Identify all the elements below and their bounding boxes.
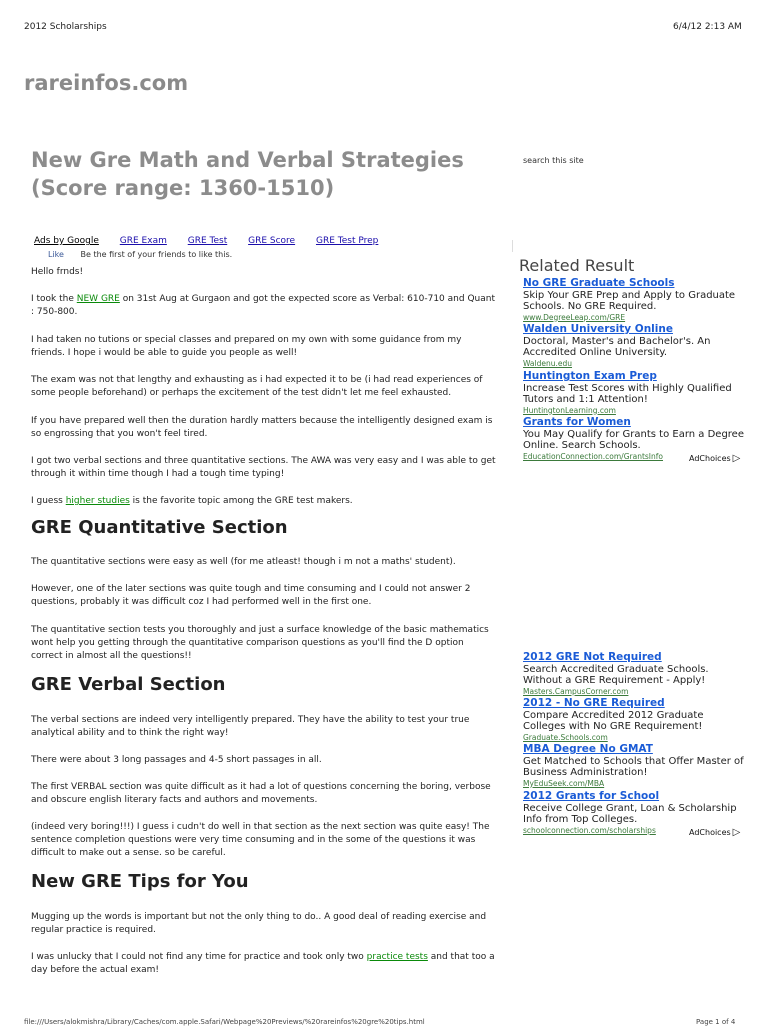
ad-description: Search Accredited Graduate Schools. Without a GRE Requirement - Apply! <box>523 663 709 686</box>
ad-unit[interactable] <box>523 652 748 696</box>
like-text: Be the first of your friends to like this. <box>80 250 233 259</box>
ads-link-bar <box>34 236 396 246</box>
ad-description: Doctoral, Master's and Bachelor's. An Accredited Online University. <box>523 335 711 358</box>
ad-title[interactable]: Huntington Exam Prep <box>523 370 657 382</box>
section-heading-tips: New GRE Tips for You <box>31 871 249 892</box>
ad-url[interactable]: Masters.CampusCorner.com <box>523 686 629 696</box>
paragraph: There were about 3 long passages and 4-5 short passages in all. <box>31 755 322 765</box>
ad-url[interactable]: EducationConnection.com/GrantsInfo <box>523 451 663 461</box>
ad-unit[interactable] <box>523 698 748 742</box>
paragraph: If you have prepared well then the duration hardly matters because the intelligently designed exam is so engrossing that you won't feel tired. <box>31 416 493 439</box>
ad-url[interactable]: Waldenu.edu <box>523 358 573 368</box>
ad-link-gre-test[interactable]: GRE Test <box>187 236 228 246</box>
ad-choices-icon: ▷ <box>732 827 741 838</box>
like-button[interactable]: Like <box>48 250 64 259</box>
ad-title[interactable]: No GRE Graduate Schools <box>523 277 675 289</box>
paragraph: However, one of the later sections was quite tough and time consuming and I could not answer 2 questions, probably it was difficult coz I had performed well in the first one. <box>31 584 471 607</box>
ad-link-gre-exam[interactable]: GRE Exam <box>119 236 167 246</box>
practice-tests-link[interactable]: practice tests <box>366 952 428 962</box>
ad-description: Increase Test Scores with Highly Qualified Tutors and 1:1 Attention! <box>523 382 732 405</box>
ad-url[interactable]: Graduate.Schools.com <box>523 732 608 742</box>
ad-title[interactable]: 2012 Grants for School <box>523 790 660 802</box>
ad-url[interactable]: schoolconnection.com/scholarships <box>523 825 656 835</box>
paragraph: The first VERBAL section was quite difficult as it had a lot of questions concerning the boring, verbose and obscure english literary facts and authors and movements. <box>31 782 491 805</box>
ad-description: Skip Your GRE Prep and Apply to Graduate Schools. No GRE Required. <box>523 289 736 312</box>
ads-by-google-link[interactable]: Ads by Google <box>34 236 99 246</box>
ad-title[interactable]: MBA Degree No GMAT <box>523 743 653 755</box>
column-divider <box>512 240 513 252</box>
page-title: New Gre Math and Verbal Strategies (Score range: 1360-1510) <box>31 148 464 200</box>
ad-unit[interactable] <box>523 324 748 368</box>
paragraph: The exam was not that lengthy and exhausting as i had expected it to be (i had read experiences of some people beforehand) or perhaps the excitement of the test didn't let me feel exhausted. <box>31 375 483 398</box>
ad-title[interactable]: 2012 - No GRE Required <box>523 697 665 709</box>
section-heading-verbal: GRE Verbal Section <box>31 674 226 695</box>
search-label[interactable]: search this site <box>523 156 584 165</box>
print-header-date: 6/4/12 2:13 AM <box>673 22 742 32</box>
print-footer-url: file:///Users/alokmishra/Library/Caches/com.apple.Safari/Webpage%20Previews/%20rareinfos%20gre%20tips.html <box>24 1018 425 1026</box>
higher-studies-link[interactable]: higher studies <box>65 496 130 506</box>
paragraph: I took the NEW GRE on 31st Aug at Gurgaon and got the expected score as Verbal: 610-710 and Quant : 750-800. <box>31 294 495 317</box>
ad-choices-bottom[interactable]: AdChoices ▷ <box>689 827 741 838</box>
ad-title[interactable]: Grants for Women <box>523 416 631 428</box>
ad-description: Compare Accredited 2012 Graduate Colleges with No GRE Requirement! <box>523 709 704 732</box>
ad-url[interactable]: HuntingtonLearning.com <box>523 405 616 415</box>
ad-description: You May Qualify for Grants to Earn a Degree Online. Search Schools. <box>523 428 744 451</box>
paragraph: The verbal sections are indeed very intelligently prepared. They have the ability to test your true analytical ability and to think the right way! <box>31 715 470 738</box>
paragraph: I had taken no tutions or special classes and prepared on my own with some guidance from my friends. I hope i would be able to guide you people as well! <box>31 335 462 358</box>
paragraph: The quantitative section tests you thoroughly and just a surface knowledge of the basic mathematics wont help you getting through the quantitative comparison questions as you'll find the D option correct in almost all the questions!! <box>31 625 489 661</box>
paragraph: The quantitative sections were easy as well (for me atleast! though i m not a maths' student). <box>31 557 456 567</box>
ad-link-gre-score[interactable]: GRE Score <box>248 236 296 246</box>
paragraph: I was unlucky that I could not find any time for practice and took only two practice tests and that too a day before the actual exam! <box>31 952 495 975</box>
paragraph: (indeed very boring!!!) I guess i cudn't do well in that section as the next section was quite easy! The sentence completion questions were very time consuming and in the some of the questions it was difficult to make out a sense. so be careful. <box>31 822 490 858</box>
print-header-title: 2012 Scholarships <box>24 22 107 32</box>
ad-url[interactable]: MyEduSeek.com/MBA <box>523 778 605 788</box>
print-footer-page: Page 1 of 4 <box>696 1018 736 1026</box>
ad-title[interactable]: Walden University Online <box>523 323 673 335</box>
ad-unit[interactable] <box>523 371 748 415</box>
paragraph: Mugging up the words is important but not the only thing to do.. A good deal of reading exercise and regular practice is required. <box>31 912 487 935</box>
ad-choices-icon: ▷ <box>732 453 741 464</box>
ad-description: Receive College Grant, Loan & Scholarship Info from Top Colleges. <box>523 802 737 825</box>
like-row <box>34 250 232 259</box>
paragraph: I got two verbal sections and three quantitative sections. The AWA was very easy and I was able to get through it within time though I had a tough time typing! <box>31 456 496 479</box>
ad-description: Get Matched to Schools that Offer Master of Business Administration! <box>523 755 744 778</box>
related-result-title: Related Result <box>519 256 635 275</box>
new-gre-link[interactable]: NEW GRE <box>76 294 120 304</box>
site-name[interactable]: rareinfos.com <box>24 71 189 95</box>
ad-unit[interactable] <box>523 744 748 788</box>
ad-url[interactable]: www.DegreeLeap.com/GRE <box>523 312 626 322</box>
section-heading-quantitative: GRE Quantitative Section <box>31 517 288 538</box>
ad-unit[interactable] <box>523 278 748 322</box>
ad-link-gre-test-prep[interactable]: GRE Test Prep <box>315 236 379 246</box>
paragraph: Hello frnds! <box>31 267 84 277</box>
paragraph: I guess higher studies is the favorite topic among the GRE test makers. <box>31 496 353 506</box>
ad-title[interactable]: 2012 GRE Not Required <box>523 651 662 663</box>
ad-choices-top[interactable]: AdChoices ▷ <box>689 453 741 464</box>
